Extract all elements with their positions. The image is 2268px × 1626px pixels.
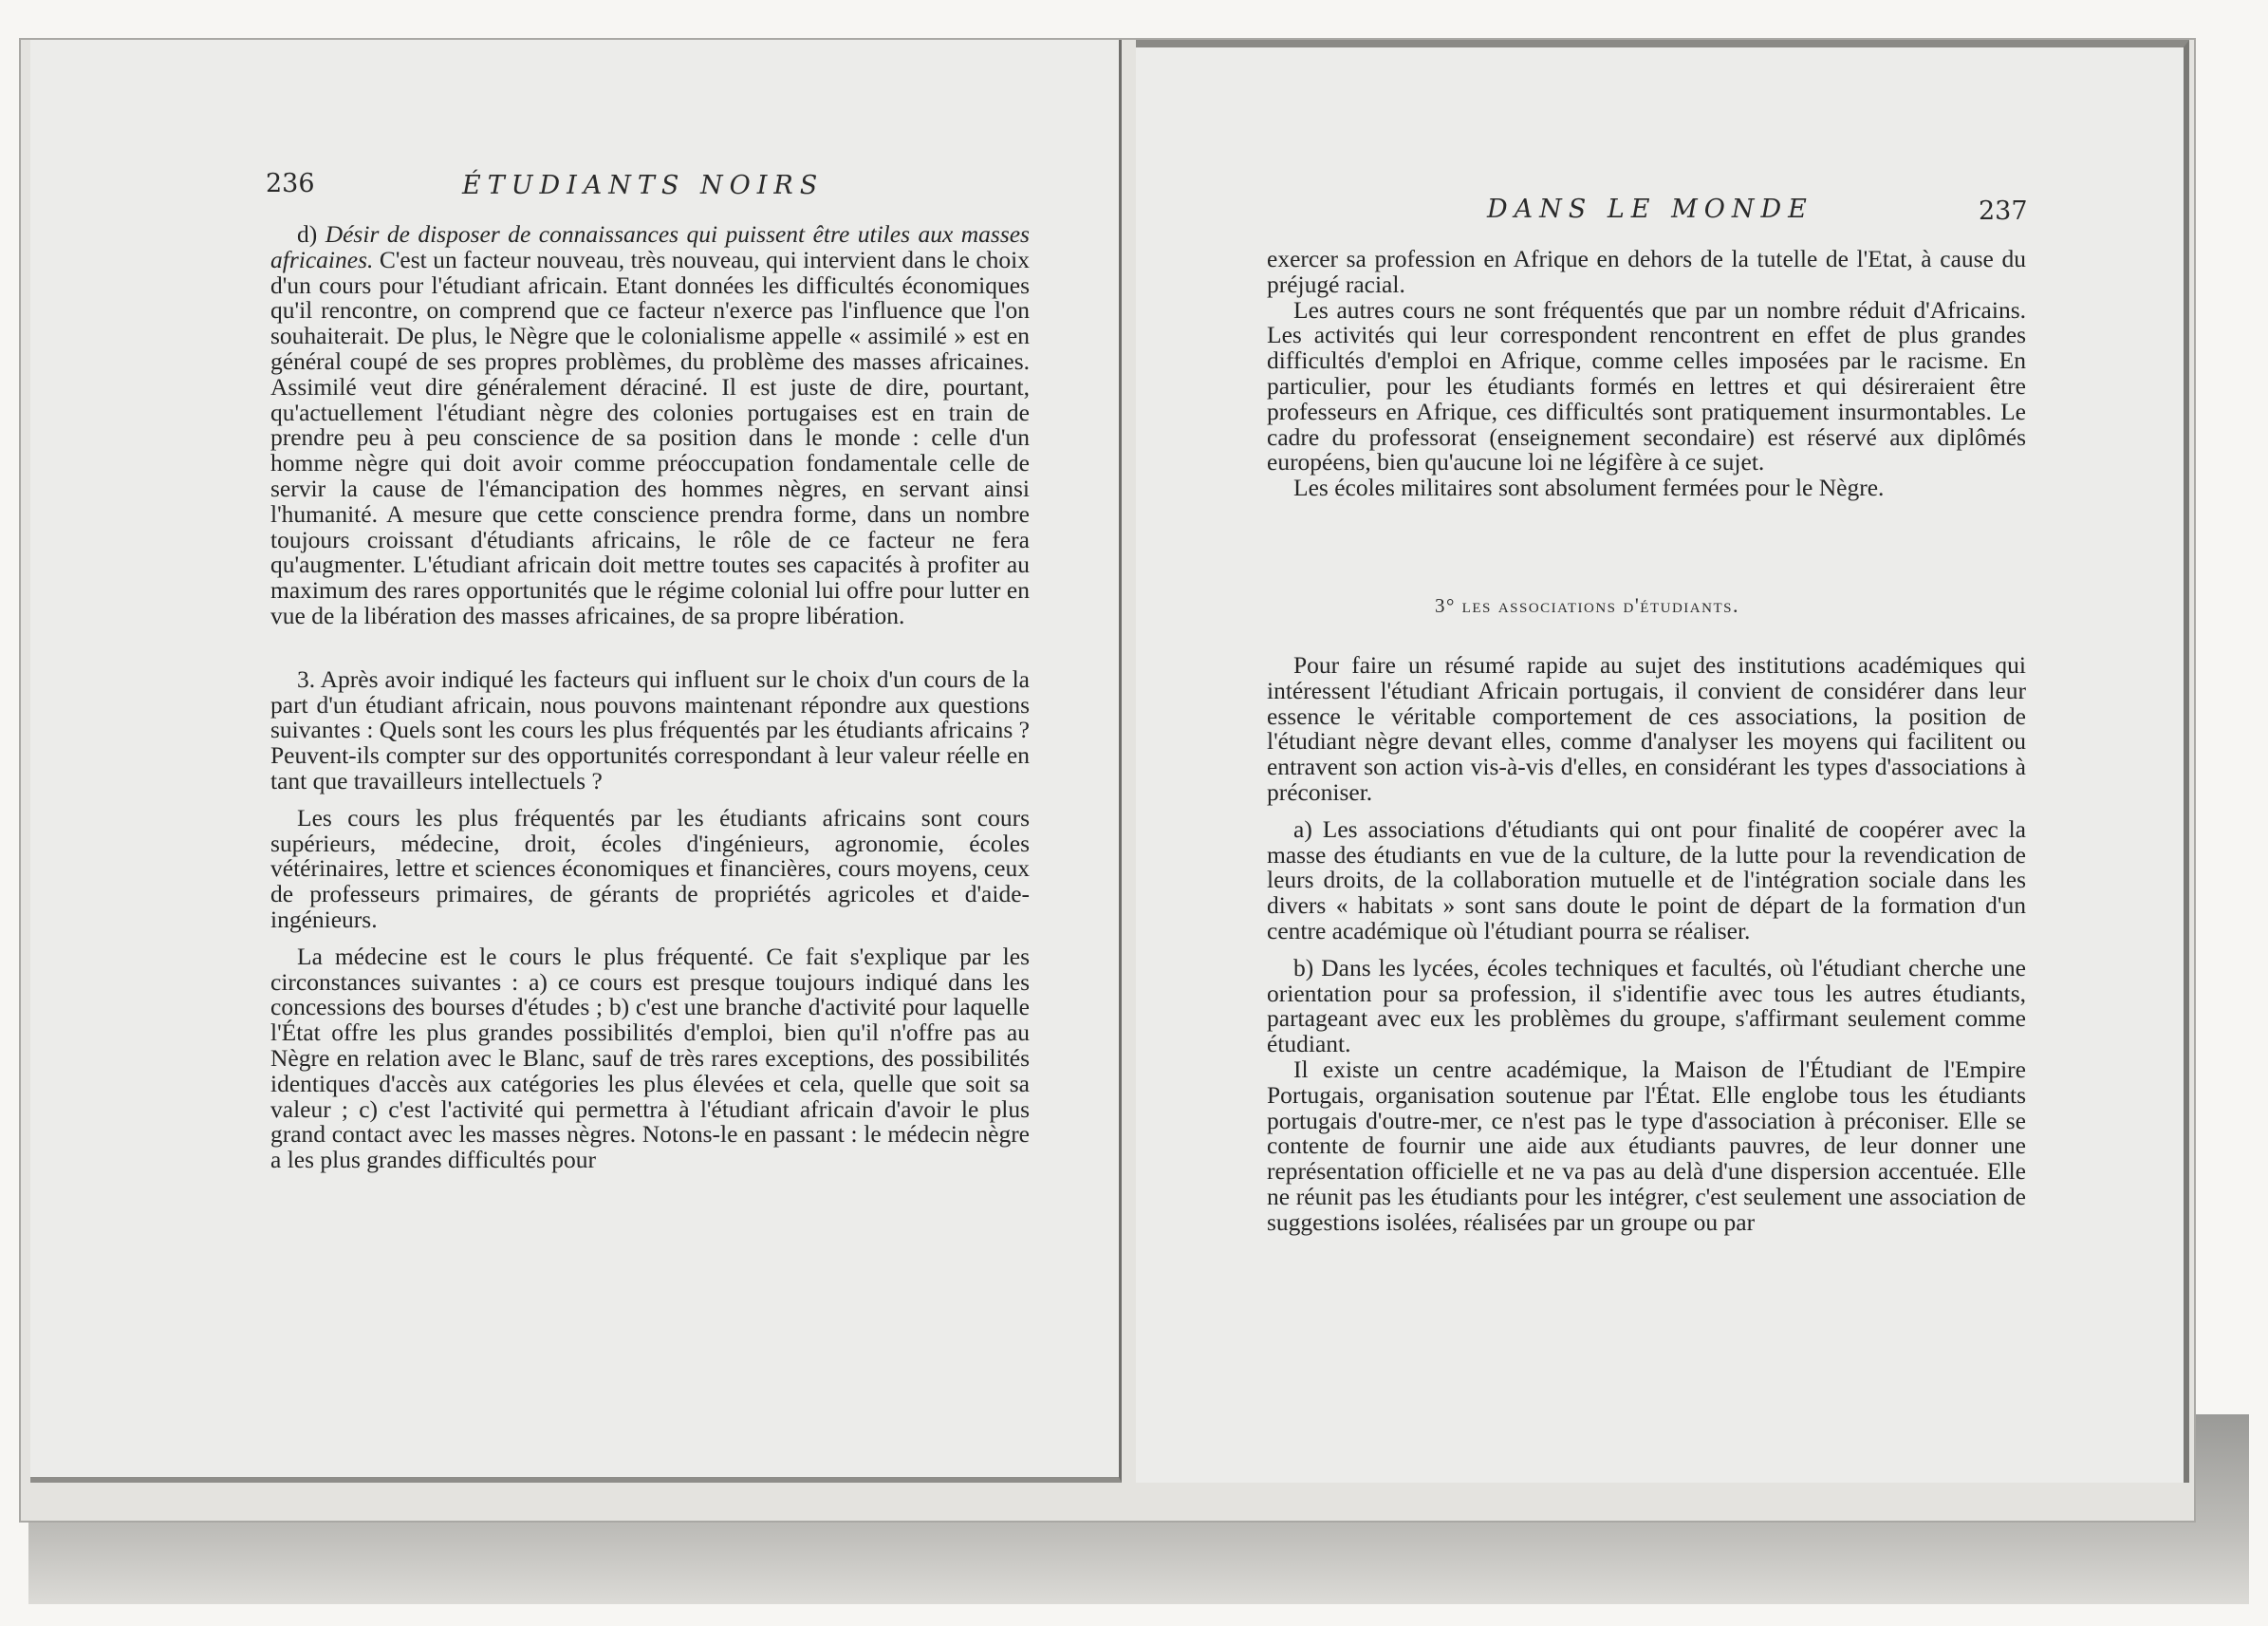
paragraph-b: b) Dans les lycées, écoles techniques et facultés, où l'étudiant cherche une orientation pour sa profession, il s'identifie avec tous les autres étudiants, partageant avec eux les problèmes du groupe, s'affirmant seulement comme étudiant. bbox=[1267, 953, 2026, 1058]
left-page-body bbox=[270, 222, 1030, 1173]
open-book bbox=[21, 40, 2194, 1521]
paragraph-other-courses: Les autres cours ne sont fréquentés que par un nombre réduit d'Africains. Les activités qui leur correspondent rencontrent en effet de plus grandes difficultés d'emploi en Afrique, comme celles imposées par le racisme. En particulier, pour les étudiants formés en lettres et qui désireraient être professeurs en Afrique, ces difficultés sont pratiquement insurmontables. Le cadre du professorat (enseignement secondaire) est réservé aux diplômés européens, bien qu'aucune loi ne légifère à ce sujet. bbox=[1267, 295, 2026, 477]
paragraph-d-text: C'est un facteur nouveau, très nouveau, qui intervient dans le choix d'un cours pour l'étudiant africain. Etant données les difficultés économiques qu'il rencontre, on comprend que ce facteur n'exerce pas l'influence que l'on souhaiterait. De plus, le Nègre que le colonialisme appelle « assimilé » est en général coupé de ses propres problèmes, du problème des masses africaines. Assimilé veut dire généralement déraciné. Il est juste de dire, pourtant, qu'actuellement l'étudiant nègre des colonies portugaises est en train de prendre peu à peu conscience de sa position dans le monde : celle d'un homme nègre qui doit avoir comme préoccupation fondamentale celle de servir la cause de l'émancipation des hommes nègres, en servant ainsi l'humanité. A mesure que cette conscience prendra forme, dans un nombre toujours croissant d'étudiants africains, le rôle de ce facteur ne fera qu'augmenter. L'étudiant africain doit mettre toutes ses capacités à profiter au maximum des rares opportunités que le régime colonial lui offre pour lutter en vue de la libération des masses africaines, de sa propre libération. bbox=[270, 245, 1030, 629]
left-running-head: ÉTUDIANTS NOIRS bbox=[462, 171, 825, 200]
paragraph-courses: Les cours les plus fréquentés par les étudiants africains sont cours supérieurs, médecine, droit, écoles d'ingénieurs, agronomie, écoles vétérinaires, lettre et sciences économiques et financières, cours moyens, ceux de professeurs primaires, de gérants de propriétés agricoles et d'aide-ingénieurs. bbox=[270, 803, 1030, 933]
right-page-body-top bbox=[1267, 247, 2026, 501]
left-page bbox=[30, 40, 1122, 1483]
paragraph-medicine: La médecine est le cours le plus fréquenté. Ce fait s'explique par les circonstances suivantes : a) ce cours est presque toujours indiqué dans les concessions des bourses d'études ; b) c'est une branche d'activité pour laquelle l'État offre les plus grandes possibilités d'emploi, bien qu'il n'offre pas au Nègre en relation avec le Blanc, sauf de très rares exceptions, des possibilités identiques d'accès aux catégories les plus élevées et cela, quelle que soit sa valeur ; c) c'est l'activité qui permettra à l'étudiant africain d'avoir le plus grand contact avec les masses nègres. Notons-le en passant : le médecin nègre a les plus grandes difficultés pour bbox=[270, 942, 1030, 1174]
right-page-number: 237 bbox=[1979, 196, 2028, 226]
section-number: 3° bbox=[1435, 594, 1456, 617]
right-running-head: DANS LE MONDE bbox=[1487, 195, 1813, 224]
paragraph-maison: Il existe un centre académique, la Maison de l'Étudiant de l'Empire Portugais, organisation soutenue par l'État. Elle englobe tous les étudiants portugais d'outre-mer, ce n'est pas le type d'association à préconiser. Elle se contente de fournir une aide aux étudiants pauvres, de leur donner une représentation officielle et ne va pas au delà d'une dispersion accentuée. Elle ne réunit pas les étudiants pour les intégrer, c'est seulement une association de suggestions isolées, réalisées par un groupe ou par bbox=[1267, 1055, 2026, 1236]
paragraph-summary: Pour faire un résumé rapide au sujet des institutions académiques qui intéressent l'étudiant Africain portugais, il convient de considérer dans leur essence le véritable comportement de ces associations, la position de l'étudiant nègre devant elles, comme d'analyser les moyens qui facilitent ou entravent son action vis-à-vis d'elles, en considérant les types d'associations à préconiser. bbox=[1267, 651, 2026, 806]
right-page bbox=[1136, 40, 2189, 1483]
left-page-number: 236 bbox=[266, 169, 315, 198]
paragraph-d-lead: d) bbox=[297, 220, 325, 248]
paragraph-continued: exercer sa profession en Afrique en dehors de la tutelle de l'Etat, à cause du préjugé racial. bbox=[1267, 245, 2026, 298]
section-title-text: les associations d'étudiants. bbox=[1461, 593, 1739, 617]
paragraph-d bbox=[270, 222, 1030, 629]
paragraph-3: 3. Après avoir indiqué les facteurs qui influent sur le choix d'un cours de la part d'un étudiant africain, nous pouvons maintenant répondre aux questions suivantes : Quels sont les cours les plus fréquentés par les étudiants africains ? Peuvent-ils compter sur des opportunités correspondant à leur valeur réelle en tant que travailleurs intellectuels ? bbox=[270, 664, 1030, 794]
right-page-body-bottom bbox=[1267, 653, 2026, 1236]
paragraph-military: Les écoles militaires sont absolument fermées pour le Nègre. bbox=[1293, 474, 1885, 502]
section-heading bbox=[1435, 593, 1739, 618]
paragraph-d-emphasis: Désir de disposer de connaissances qui puissent être utiles aux masses africaines. bbox=[270, 220, 1030, 273]
paragraph-a: a) Les associations d'étudiants qui ont pour finalité de coopérer avec la masse des étudiants en vue de la culture, de la lutte pour la revendication de leurs droits, de la collaboration mutuelle et de l'intégration sociale dans les divers « habitats » sont sans doute le point de départ de la formation d'un centre académique où l'étudiant pourra se réaliser. bbox=[1267, 814, 2026, 944]
